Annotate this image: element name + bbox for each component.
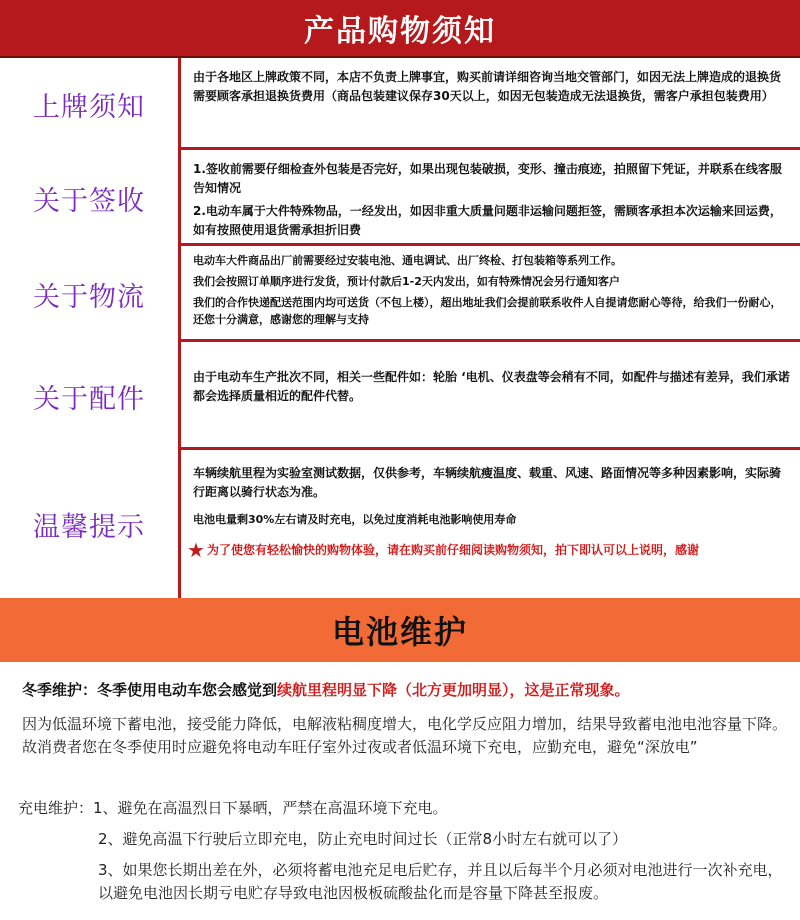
section-content xyxy=(178,246,800,342)
warning-text: 为了使您有轻松愉快的购物体验，请在购买前仔细阅读购物须知，拍下即认可以上说明，感谢 xyxy=(207,543,700,557)
section-logistics xyxy=(0,246,800,342)
charge-tip-1: 充电维护：1、避免在高温烈日下暴晒，严禁在高温环境下充电。 xyxy=(18,799,448,817)
section-parts xyxy=(0,342,800,450)
section-content xyxy=(178,450,800,598)
section-content xyxy=(178,342,800,450)
section-paragraph: 我们会按照订单顺序进行发货，预计付款后1-2天内发出，如有特殊情况会另行通知客户 xyxy=(193,275,620,288)
section-paragraph: 电池电量剩30%左右请及时充电，以免过度消耗电池影响使用寿命 xyxy=(193,513,517,526)
charge-tip-2: 2、避免高温下行驶后立即充电，防止充电时间过长（正常8小时左右就可以了） xyxy=(98,830,628,848)
section-label: 温馨提示 xyxy=(33,511,145,543)
section-paragraph: 我们的合作快递配送范围内均可送货（不包上楼），超出地址我们会提前联系收件人自提请您耐心等待，给我们一份耐心，还您十分满意，感谢您的理解与支持 xyxy=(193,296,782,326)
page-title: 产品购物须知 xyxy=(304,14,496,49)
star-icon: ★ xyxy=(187,538,205,562)
section-paragraph: 2.电动车属于大件特殊物品，一经发出，如因非重大质量问题非运输问题拒签，需顾客承担本次运输来回运费，如有按照使用退货需承担折旧费 xyxy=(193,204,782,237)
section-license xyxy=(0,58,800,150)
section-paragraph: 由于电动车生产批次不同，相关一些配件如：轮胎 ‘电机、仪表盘等会稍有不同，如配件与描述有差异，我们承诺都会选择质量相近的配件代替。 xyxy=(193,370,790,403)
battery-title: 电池维护 xyxy=(331,613,468,651)
section-label: 关于签收 xyxy=(33,185,145,217)
winter-prefix: 冬季维护：冬季使用电动车您会感觉到 xyxy=(22,681,278,699)
section-content xyxy=(178,150,800,246)
shopping-notice-header xyxy=(0,0,800,58)
winter-maintenance xyxy=(22,679,630,700)
section-signing xyxy=(0,150,800,246)
section-paragraph: 车辆续航里程为实验室测试数据，仅供参考，车辆续航瘦温度、载重、风速、路面情况等多种因素影响，实际骑行距离以骑行状态为准。 xyxy=(193,466,782,499)
section-paragraph: 1.签收前需要仔细检查外包装是否完好，如果出现包装破损，变形、撞击痕迹，拍照留下凭证，并联系在线客服告知情况 xyxy=(193,162,782,195)
section-label: 关于配件 xyxy=(33,383,145,415)
section-label: 关于物流 xyxy=(33,281,145,313)
section-tips xyxy=(0,450,800,598)
section-paragraph: 由于各地区上牌政策不同，本店不负责上牌事宜，购买前请详细咨询当地交管部门，如因无法上牌造成的退换货需要顾客承担退换货费用（商品包装建议保存30天以上，如因无包装造成无法退换货，需客户承担包装费用） xyxy=(193,70,782,103)
section-content xyxy=(178,58,800,150)
warning-notice xyxy=(187,538,790,562)
winter-highlight: 续航里程明显下降（北方更加明显），这是正常现象。 xyxy=(277,681,630,699)
battery-header xyxy=(0,598,800,662)
charge-tip-3: 3、如果您长期出差在外，必须将蓄电池充足电后贮存，并且以后每半个月必须对电池进行一次补充电，以避免电池因长期亏电贮存导致电池因极板硫酸盐化而是容量下降甚至报废。 xyxy=(98,861,783,902)
winter-reason: 因为低温环境下蓄电池，接受能力降低，电解液粘稠度增大，电化学反应阻力增加，结果导致蓄电池电池容量下降。故消费者您在冬季使用时应避免将电动车旺仔室外过夜或者低温环境下充电，应勤充电，避免“深放电” xyxy=(22,715,788,756)
section-label: 上牌须知 xyxy=(33,91,145,123)
section-paragraph: 电动车大件商品出厂前需要经过安装电池、通电调试、出厂终检、打包装箱等系列工作。 xyxy=(193,254,622,267)
